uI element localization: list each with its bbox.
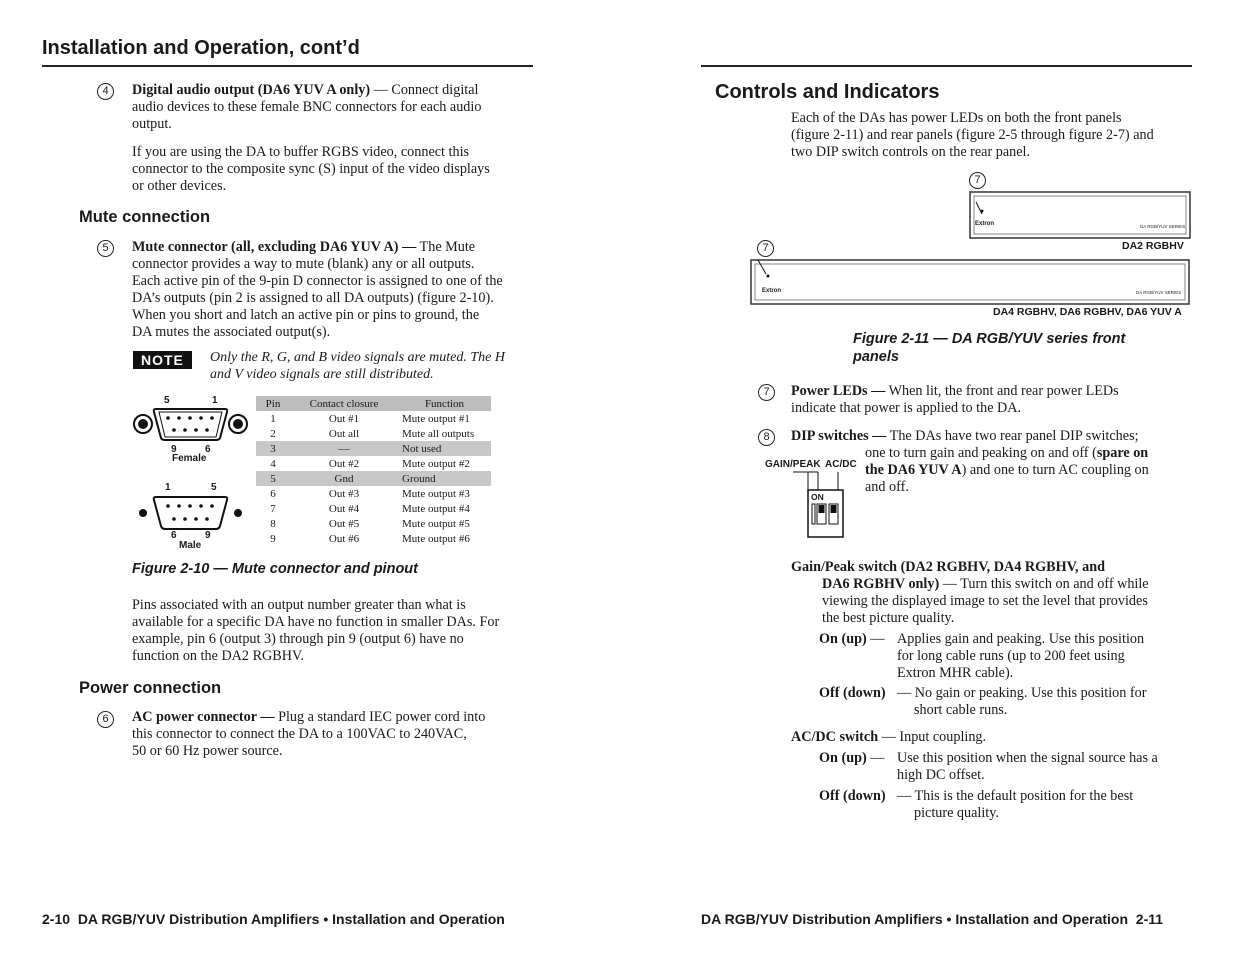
item5-line2: connector provides a way to mute (blank) any or all outputs.: [132, 256, 475, 272]
footer-left-page-number: 2-10: [42, 911, 71, 927]
pinout-header-row: [256, 396, 491, 411]
acdc-on-label-wrap: [819, 750, 884, 767]
acdc-title-wrap: [791, 729, 1211, 746]
item5-line4: DA’s outputs (pin 2 is assigned to all DA outputs) (figure 2-10).: [132, 290, 494, 306]
male-pin-bl: 6: [171, 530, 177, 541]
footer-right-page-number: 2-11: [1135, 911, 1164, 927]
pinout-header: Contact closure: [290, 396, 398, 411]
pinout-row: [256, 516, 491, 531]
item7-text: [791, 383, 1211, 417]
gain-off-label-wrap: [819, 685, 886, 702]
item7-line2: indicate that power is applied to the DA.: [791, 400, 1022, 416]
intro-paragraph: [791, 110, 1211, 161]
gain-title-line1: [791, 559, 1211, 576]
male-pin-br: 9: [205, 530, 211, 541]
acdc-off-label-wrap: [819, 788, 886, 805]
callout-7-large-panel: 7: [757, 240, 774, 257]
pinout-cell: 9: [270, 532, 276, 545]
figure-2-11-caption-line1: Figure 2-11 — DA RGB/YUV series front: [853, 331, 1126, 347]
pins-line3: example, pin 6 (output 3) through pin 9 (output 6) have no: [132, 631, 464, 647]
item7-line1: When lit, the front and rear power LEDs: [885, 383, 1119, 399]
gain-on-dash: —: [866, 631, 885, 647]
pinout-row: [256, 426, 491, 441]
pinout-cell: Mute output #2: [402, 457, 470, 470]
small-panel-label: DA2 RGBHV: [1122, 240, 1184, 252]
pinout-row: [256, 456, 491, 471]
pinout-cell: Mute output #4: [402, 502, 470, 515]
acdc-on-line1: Use this position when the signal source has a: [897, 750, 1158, 766]
acdc-off-line2: picture quality.: [914, 805, 999, 821]
item8-bold: DIP switches —: [791, 428, 887, 444]
item5-line3: Each active pin of the 9-pin D connector is assigned to one of the: [132, 273, 503, 289]
item4-para2-line3: or other devices.: [132, 178, 227, 194]
item6-bold: AC power connector —: [132, 709, 275, 725]
pinout-row: [256, 531, 491, 546]
gain-on-label-wrap: [819, 631, 884, 648]
acdc-off-line1: — This is the default position for the best: [897, 788, 1134, 804]
acdc-off-text: [897, 788, 1197, 822]
large-panel-label: DA4 RGBHV, DA6 RGBHV, DA6 YUV A: [993, 306, 1182, 318]
item4-bold: Digital audio output (DA6 YUV A only): [132, 82, 371, 98]
item4-line1: — Connect digital: [370, 82, 479, 98]
male-pin-tl: 1: [165, 482, 171, 493]
pins-line2: available for a specific DA have no function in smaller DAs. For: [132, 614, 500, 630]
footer-right: [701, 911, 1163, 927]
item4-para2-line2: connector to the composite sync (S) input of the video displays: [132, 161, 490, 177]
acdc-on-label: On (up): [819, 750, 867, 766]
gain-title2-bold: DA6 RGBHV only): [822, 576, 940, 592]
pinout-row: [256, 501, 491, 516]
item6-line2: this connector to connect the DA to a 100VAC to 240VAC,: [132, 726, 467, 742]
item6-text: [132, 709, 542, 760]
gain-title1: Gain/Peak switch (DA2 RGBHV, DA4 RGBHV, and: [791, 559, 1106, 575]
pinout-cell: Mute output #6: [402, 532, 470, 545]
callout-5: 5: [97, 240, 114, 257]
gain-off-label: Off (down): [819, 685, 886, 701]
pinout-cell: Out all: [328, 427, 360, 440]
gain-off-text: [897, 685, 1197, 719]
pinout-cell: Mute all outputs: [402, 427, 475, 440]
pinout-cell: Mute output #3: [402, 487, 470, 500]
item4-text: [132, 82, 542, 195]
pinout-row: [256, 441, 491, 456]
male-label: Male: [179, 540, 202, 551]
item6-line1: Plug a standard IEC power cord into: [274, 709, 486, 725]
pinout-cell: 7: [270, 502, 276, 515]
female-pin-bl: 9: [171, 444, 177, 455]
intro-line2: (figure 2-11) and rear panels (figure 2-5 through figure 2-7) and: [791, 127, 1154, 143]
pinout-cell: Mute output #1: [402, 412, 470, 425]
pinout-row: [256, 471, 491, 486]
pinout-cell: Out #1: [328, 412, 360, 425]
footer-right-title: DA RGB/YUV Distribution Amplifiers • Installation and Operation: [701, 911, 1129, 927]
item8-line4: and off.: [865, 479, 909, 495]
pinout-cell: Out #4: [328, 502, 360, 515]
callout-4: 4: [97, 83, 114, 100]
note-line2: and V video signals are still distributed.: [210, 367, 434, 382]
item8-line3-bold: the DA6 YUV A: [865, 462, 962, 478]
acdc-title-bold: AC/DC switch: [791, 729, 879, 745]
pinout-row: [256, 486, 491, 501]
gain-description: [822, 576, 1202, 627]
mute-heading: Mute connection: [79, 208, 211, 226]
page-header-left: Installation and Operation, cont’d: [42, 37, 360, 59]
intro-line1: Each of the DAs has power LEDs on both the front panels: [791, 110, 1122, 126]
large-panel-series: DA RGB/YUV SERIES: [1136, 290, 1182, 295]
pinout-cell: 2: [270, 427, 276, 440]
acdc-on-dash: —: [866, 750, 885, 766]
connector-diagram: [128, 392, 253, 557]
gain-off-line1: — No gain or peaking. Use this position for: [897, 685, 1147, 701]
page-header-right: Controls and Indicators: [715, 81, 940, 103]
footer-left-title: DA RGB/YUV Distribution Amplifiers • Installation and Operation: [77, 911, 505, 927]
pinout-cell: Out #3: [328, 487, 360, 500]
female-connector: [134, 409, 247, 440]
pinout-cell: —: [290, 441, 398, 456]
item5-text: [132, 239, 542, 341]
acdc-title: — Input coupling.: [878, 729, 987, 745]
pinout-cell: 1: [270, 412, 276, 425]
callout-7-small-panel: 7: [969, 172, 986, 189]
female-label: Female: [172, 453, 207, 464]
item8-line3: ) and one to turn AC coupling on: [961, 462, 1149, 478]
gain-line1: viewing the displayed image to set the level that provides: [822, 593, 1148, 609]
dip-switch-diagram: [788, 470, 848, 540]
female-pin-tl: 5: [164, 395, 170, 406]
dip-label-ac-dc: AC/DC: [825, 459, 857, 470]
pinout-cell: Gnd: [290, 471, 398, 486]
pinout-cell: 3: [256, 441, 290, 456]
footer-left: [42, 911, 505, 927]
intro-line3: two DIP switch controls on the rear panel.: [791, 144, 1031, 160]
item8-line2-bold: spare on: [1096, 445, 1149, 461]
pinout-cell: 8: [270, 517, 276, 530]
gain-line2: the best picture quality.: [822, 610, 955, 626]
callout-6: 6: [97, 711, 114, 728]
header-rule-left: [42, 65, 533, 67]
item5-line1: The Mute: [416, 239, 476, 255]
male-pin-tr: 5: [211, 482, 217, 493]
item8-line1-wrap: [791, 428, 1211, 445]
pinout-cell: Mute output #5: [402, 517, 470, 530]
pinout-cell: Ground: [398, 471, 491, 486]
figure-2-11-caption: [853, 330, 1125, 366]
item8-line2: one to turn gain and peaking on and off (: [865, 445, 1097, 461]
item8-text-rest: [865, 445, 1195, 496]
callout-7: 7: [758, 384, 775, 401]
note-badge: NOTE: [133, 351, 192, 369]
small-panel-brand: Extron: [975, 221, 995, 227]
gain-on-line3: Extron MHR cable).: [897, 665, 1014, 681]
pins-line1: Pins associated with an output number greater than what is: [132, 597, 466, 613]
item5-bold: Mute connector (all, excluding DA6 YUV A) —: [132, 239, 417, 255]
item7-bold: Power LEDs —: [791, 383, 886, 399]
pins-line4: function on the DA2 RGBHV.: [132, 648, 304, 664]
header-rule-right: [701, 65, 1192, 67]
item4-line3: output.: [132, 116, 172, 132]
acdc-on-line2: high DC offset.: [897, 767, 985, 783]
note-line1: Only the R, G, and B video signals are muted. The H: [210, 350, 505, 365]
callout-8: 8: [758, 429, 775, 446]
pinout-cell: Out #2: [328, 457, 360, 470]
large-panel-brand: Extron: [762, 288, 782, 294]
dip-on-label: ON: [811, 492, 824, 502]
pinout-header: Pin: [256, 396, 290, 411]
pinout-cell: 4: [270, 457, 276, 470]
pinout-cell: Not used: [398, 441, 491, 456]
dip-label-gain-peak: GAIN/PEAK: [765, 459, 821, 470]
pinout-cell: Out #5: [328, 517, 360, 530]
pinout-table: [256, 396, 491, 546]
male-connector: [139, 497, 242, 529]
small-panel-series: DA RGB/YUV SERIES: [1140, 224, 1186, 229]
gain-on-label: On (up): [819, 631, 867, 647]
item4-line2: audio devices to these female BNC connectors for each audio: [132, 99, 482, 115]
acdc-on-text: [897, 750, 1197, 784]
female-pin-br: 6: [205, 444, 211, 455]
gain-off-line2: short cable runs.: [914, 702, 1008, 718]
gain-on-text: [897, 631, 1197, 682]
acdc-off-label: Off (down): [819, 788, 886, 804]
note-text: [210, 349, 505, 383]
pinout-row: [256, 411, 491, 426]
pins-paragraph: [132, 597, 542, 665]
gain-title2: — Turn this switch on and off while: [939, 576, 1149, 592]
item8-line1: The DAs have two rear panel DIP switches;: [886, 428, 1139, 444]
pinout-header: Function: [398, 396, 491, 411]
pinout-cell: 5: [256, 471, 290, 486]
gain-on-line1: Applies gain and peaking. Use this position: [897, 631, 1145, 647]
item4-para2-line1: If you are using the DA to buffer RGBS video, connect this: [132, 144, 470, 160]
power-heading: Power connection: [79, 679, 222, 697]
gain-on-line2: for long cable runs (up to 200 feet using: [897, 648, 1125, 664]
female-pin-tr: 1: [212, 395, 218, 406]
pinout-cell: Out #6: [328, 532, 360, 545]
item5-line5: When you short and latch an active pin or pins to ground, the: [132, 307, 480, 323]
pinout-cell: 6: [270, 487, 276, 500]
figure-2-10-caption: Figure 2-10 — Mute connector and pinout: [132, 561, 418, 577]
figure-2-11-caption-line2: panels: [853, 349, 899, 365]
item6-line3: 50 or 60 Hz power source.: [132, 743, 283, 759]
item5-line6: DA mutes the associated output(s).: [132, 324, 331, 340]
